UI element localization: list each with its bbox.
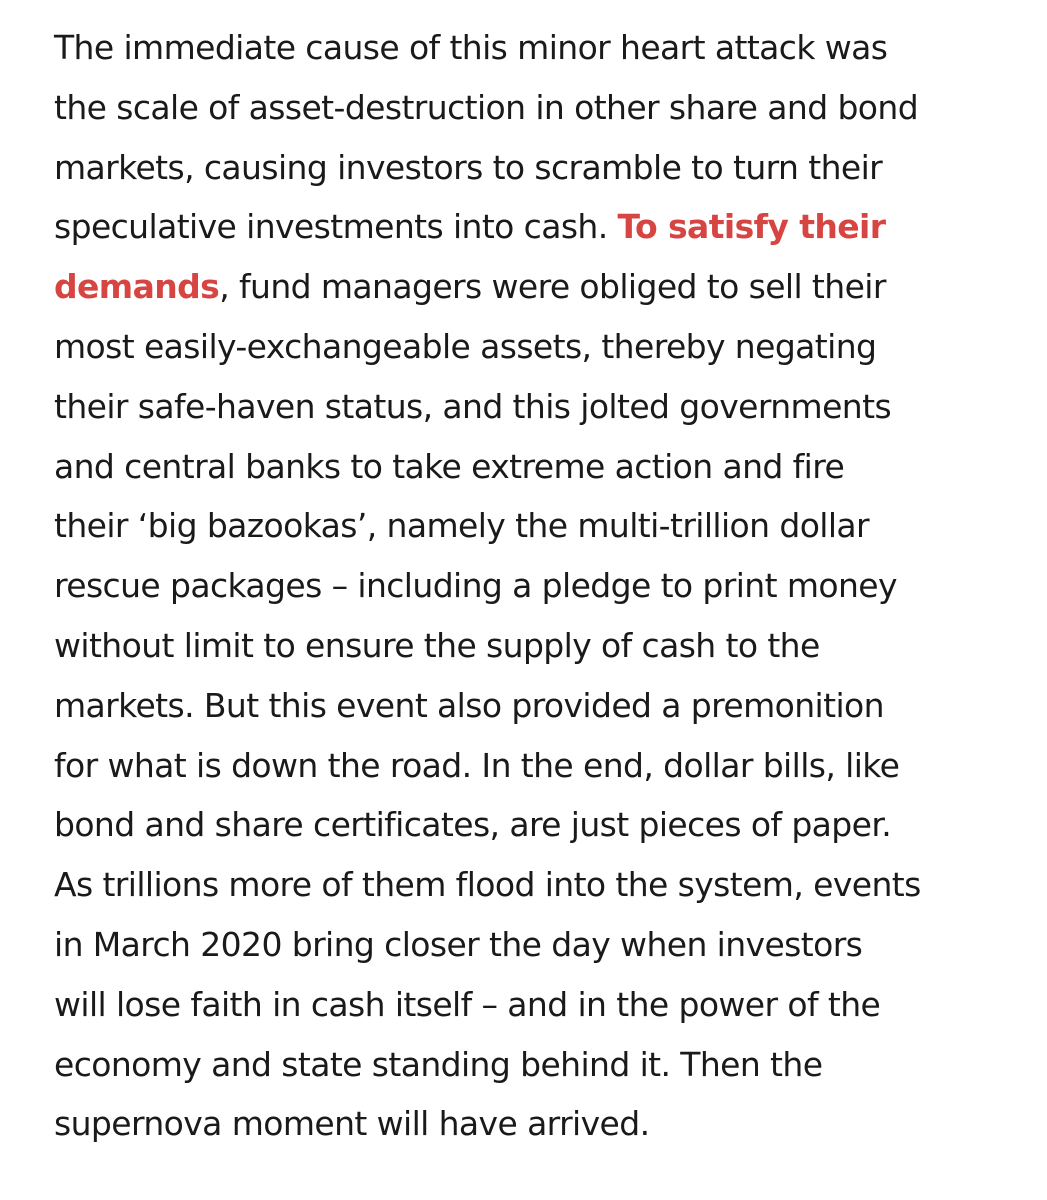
- paragraph-line: markets, causing investors to scramble to turn their: [54, 147, 883, 187]
- paragraph-line: markets. But this event also provided a premonition: [54, 685, 884, 725]
- paragraph-line: and central banks to take extreme action and fire: [54, 446, 845, 486]
- paragraph-line: economy and state standing behind it. Then the: [54, 1044, 823, 1084]
- paragraph-line: in March 2020 bring closer the day when investors: [54, 924, 863, 964]
- paragraph-line: their ‘big bazookas’, namely the multi-trillion dollar: [54, 506, 870, 546]
- paragraph-line: supernova moment will have arrived.: [54, 1104, 650, 1144]
- paragraph-line: their safe-haven status, and this jolted governments: [54, 386, 892, 426]
- paragraph-line: [54, 257, 1014, 317]
- paragraph-text: speculative investments into cash.: [54, 207, 618, 247]
- inline-link-to-satisfy-their-demands[interactable]: To satisfy their: [617, 207, 886, 247]
- paragraph-line: [54, 197, 1014, 257]
- article-paragraph: [54, 18, 1014, 1154]
- paragraph-line: bond and share certificates, are just pieces of paper.: [54, 805, 892, 845]
- paragraph-line: most easily-exchangeable assets, thereby negating: [54, 326, 877, 366]
- paragraph-line: the scale of asset-destruction in other share and bond: [54, 87, 919, 127]
- paragraph-line: rescue packages – including a pledge to print money: [54, 566, 897, 606]
- paragraph-line: will lose faith in cash itself – and in the power of the: [54, 984, 881, 1024]
- paragraph-line: without limit to ensure the supply of cash to the: [54, 625, 820, 665]
- paragraph-line: for what is down the road. In the end, dollar bills, like: [54, 745, 900, 785]
- paragraph-line: As trillions more of them flood into the system, events: [54, 865, 921, 905]
- inline-link-to-satisfy-their-demands-continued[interactable]: demands: [54, 267, 220, 307]
- paragraph-line: The immediate cause of this minor heart attack was: [54, 28, 888, 67]
- paragraph-text: , fund managers were obliged to sell their: [219, 267, 886, 307]
